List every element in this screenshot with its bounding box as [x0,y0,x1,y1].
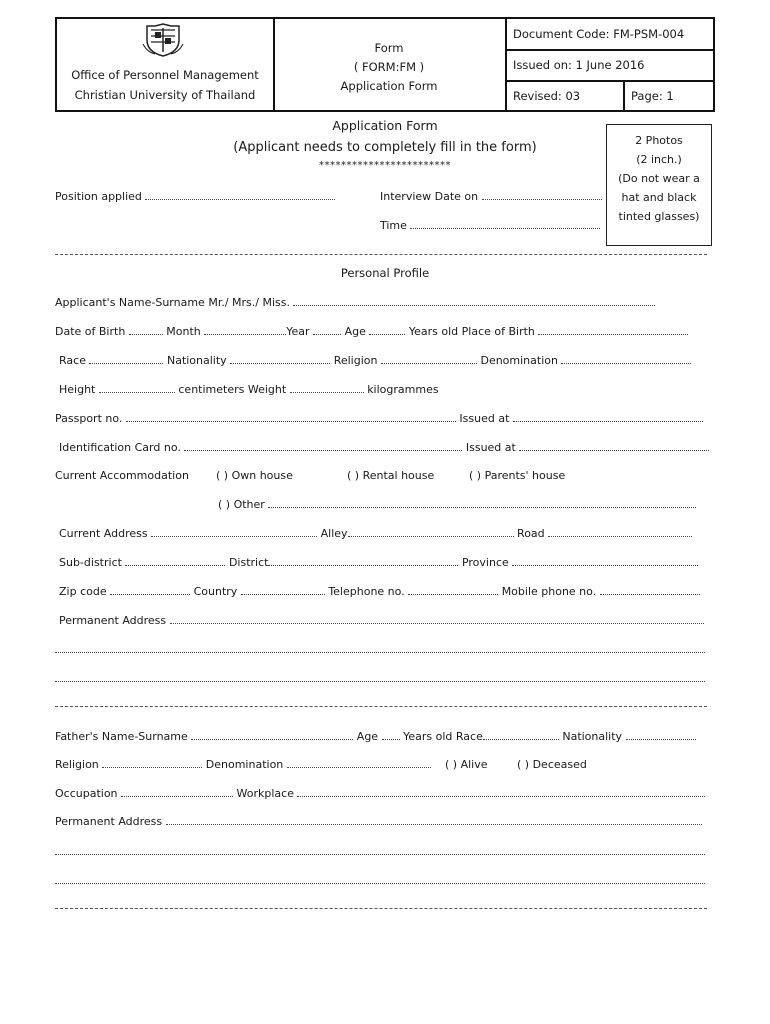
interview-date-label: Interview Date on [380,190,479,203]
district-row [59,556,698,569]
weight-label: Weight [247,383,287,396]
father-religion-blank[interactable] [102,758,202,768]
id-card-label: Identification Card no. [59,441,181,454]
father-address-blank-3[interactable] [55,874,705,884]
document-code: Document Code: FM-PSM-004 [507,19,713,51]
current-address-blank[interactable] [151,527,317,537]
revision: Revised: 03 [507,82,625,110]
position-applied-label: Position applied [55,190,142,203]
position-applied-blank[interactable] [145,190,335,200]
kilogrammes-label: kilogrammes [367,383,439,396]
height-weight-row [59,383,439,396]
permanent-address-row [59,614,704,627]
id-card-row [59,441,709,454]
passport-issued-at-blank[interactable] [513,412,703,422]
passport-row [55,412,703,425]
father-alive-option[interactable]: ( ) Alive [445,758,488,771]
permanent-address-line2 [55,643,705,656]
religion-label: Religion [333,354,378,367]
month-label: Month [166,325,201,338]
alley-label: Alley [320,527,348,540]
father-address-blank[interactable] [166,815,702,825]
parents-house-option[interactable]: ( ) Parents' house [469,469,566,482]
interview-date-field [380,190,602,203]
religion-blank[interactable] [381,354,477,364]
race-blank[interactable] [89,354,163,364]
accommodation-label-wrap [55,469,189,482]
place-of-birth-label: Place of Birth [461,325,535,338]
father-workplace-label: Workplace [236,787,294,800]
organization-cell [57,19,275,110]
divider [55,706,707,707]
passport-blank[interactable] [126,412,456,422]
form-code: ( FORM:FM ) [353,60,425,74]
applicant-name-label: Applicant's Name-Surname Mr./ Mrs./ Miss. [55,296,290,309]
centimeters-label: centimeters [178,383,245,396]
sub-district-label: Sub-district [59,556,122,569]
interview-time-blank[interactable] [410,219,600,229]
photo-size: (2 inch.) [636,153,682,166]
mobile-blank[interactable] [600,585,700,595]
id-issued-at-label: Issued at [465,441,516,454]
telephone-blank[interactable] [408,585,498,595]
passport-label: Passport no. [55,412,123,425]
form-title-cell [275,19,507,110]
interview-time-field [380,219,600,232]
month-blank[interactable] [204,325,286,335]
mobile-label: Mobile phone no. [501,585,597,598]
father-name-row [55,730,696,743]
father-address-line2 [55,845,705,858]
father-workplace-blank[interactable] [297,787,705,797]
father-nationality-label: Nationality [562,730,623,743]
zip-label: Zip code [59,585,107,598]
father-deceased-option[interactable]: ( ) Deceased [517,758,587,771]
alley-blank[interactable] [348,527,514,537]
father-nationality-blank[interactable] [626,730,696,740]
father-address-blank-2[interactable] [55,845,705,855]
province-label: Province [461,556,509,569]
interview-time-label: Time [380,219,407,232]
other-blank[interactable] [268,498,696,508]
form-title: Application Form [332,118,438,133]
country-label: Country [193,585,238,598]
father-race-label: Race [455,730,483,743]
title-stars: ************************ [319,160,451,171]
nationality-blank[interactable] [230,354,330,364]
other-option-label[interactable]: ( ) Other [218,498,265,511]
province-blank[interactable] [512,556,698,566]
father-race-blank[interactable] [483,730,559,740]
road-label: Road [517,527,545,540]
district-blank[interactable] [268,556,458,566]
passport-issued-at-label: Issued at [459,412,510,425]
personal-profile-title: Personal Profile [340,266,430,280]
photo-note-1: (Do not wear a [618,172,700,185]
page-number: Page: 1 [631,89,674,103]
father-name-label: Father's Name-Surname [55,730,188,743]
permanent-address-blank-3[interactable] [55,672,705,682]
org-name-line1: Office of Personnel Management [71,68,259,82]
photo-box[interactable] [606,124,712,246]
zip-blank[interactable] [110,585,190,595]
road-blank[interactable] [548,527,692,537]
current-address-row [59,527,692,540]
document-header-table [55,17,715,112]
current-address-label: Current Address [59,527,148,540]
nationality-label: Nationality [166,354,227,367]
form-label: Form [374,41,404,55]
year-blank[interactable] [313,325,341,335]
form-subtitle: (Applicant needs to completely fill in the form) [233,140,537,155]
father-age-blank[interactable] [382,730,400,740]
interview-date-blank[interactable] [482,190,602,200]
position-applied-field [55,190,335,203]
accommodation-label: Current Accommodation [55,469,189,482]
age-blank[interactable] [369,325,405,335]
permanent-address-blank[interactable] [170,614,704,624]
applicant-name-field [55,296,655,309]
father-address-row [55,815,702,828]
years-old-label: Years old [408,325,459,338]
contact-row [59,585,700,598]
father-years-old-label: Years old [403,730,453,743]
district-label: District [228,556,269,569]
country-blank[interactable] [241,585,325,595]
university-seal-icon [141,22,185,58]
father-occupation-blank[interactable] [121,787,233,797]
race-label: Race [59,354,86,367]
denomination-label: Denomination [480,354,558,367]
father-occupation-label: Occupation [55,787,118,800]
weight-blank[interactable] [290,383,364,393]
photo-count: 2 Photos [635,134,683,147]
denomination-blank[interactable] [561,354,691,364]
photo-note-3: tinted glasses) [618,210,700,223]
applicant-name-blank[interactable] [293,296,655,306]
other-option [218,498,696,511]
permanent-address-label: Permanent Address [59,614,167,627]
place-of-birth-blank[interactable] [538,325,688,335]
org-name-line2: Christian University of Thailand [74,88,256,102]
permanent-address-blank-2[interactable] [55,643,705,653]
race-row [59,354,691,367]
issued-on: Issued on: 1 June 2016 [507,51,713,82]
form-name: Application Form [340,79,438,93]
father-occupation-row [55,787,705,800]
photo-note-2: hat and black [621,191,697,204]
own-house-option[interactable]: ( ) Own house [216,469,293,482]
divider [55,908,707,909]
father-address-label: Permanent Address [55,815,163,828]
year-label: Year [286,325,310,338]
sub-district-blank[interactable] [125,556,225,566]
father-name-blank[interactable] [191,730,353,740]
id-card-blank[interactable] [184,441,462,451]
father-address-line3 [55,874,705,887]
rental-house-option[interactable]: ( ) Rental house [347,469,435,482]
document-info-cell [507,19,713,110]
height-blank[interactable] [99,383,175,393]
father-religion-label: Religion [55,758,99,771]
divider [55,254,707,255]
dob-day-blank[interactable] [129,325,163,335]
dob-label: Date of Birth [55,325,126,338]
telephone-label: Telephone no. [328,585,405,598]
father-religion-row [55,758,431,771]
id-issued-at-blank[interactable] [519,441,709,451]
father-age-label: Age [356,730,379,743]
father-denomination-blank[interactable] [287,758,431,768]
permanent-address-line3 [55,672,705,685]
birth-row [55,325,688,338]
height-label: Height [59,383,96,396]
age-label: Age [344,325,366,338]
father-denomination-label: Denomination [205,758,284,771]
